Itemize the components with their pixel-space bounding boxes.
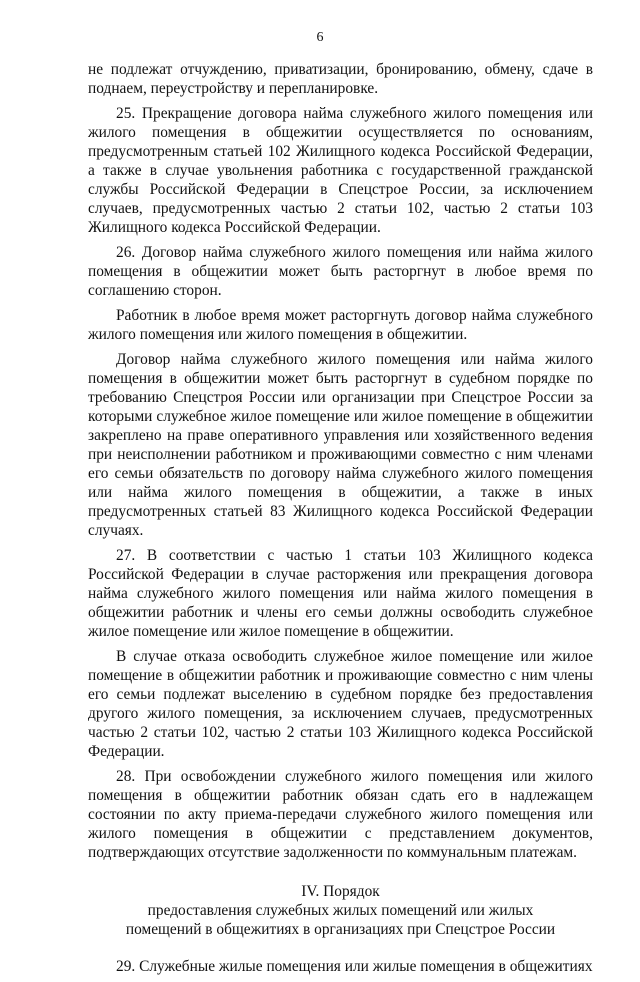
page-number: 6 [316,30,324,45]
section-heading [88,882,593,939]
document-body [88,60,593,982]
paragraph-29: 29. Служебные жилые помещения или жилые помещения в общежитиях [116,958,593,975]
paragraph-27-eviction: В случае отказа освободить служебное жилое помещение или жилое помещение в общежитии работник и проживающие совместно с ним члены его семьи подлежат выселению в судебном порядке без предоставления другого жилого помещения, за исключением случаев, предусмотренных частью 2 статьи 102, частью 2 статьи 103 Жилищного кодекса Российской Федерации. [88,648,593,760]
paragraph-26-court-termination: Договор найма служебного жилого помещения или найма жилого помещения в общежитии может быть расторгнут в судебном порядке по требованию Спецстроя России или организации при Спецстрое России за которыми служебное жилое помещение или жилое помещение в общежитии закреплено на праве оперативного управления или хозяйственного ведения при неисполнении работником и проживающими совместно с ним членами его семьи обязательств по договору найма служебного жилого помещения или найма жилого помещения в общежитии, а также в иных предусмотренных статьей 83 Жилищного кодекса Российской Федерации случаях. [88,351,593,539]
paragraph-25: 25. Прекращение договора найма служебного жилого помещения или жилого помещения в общежитии осуществляется по основаниям, предусмотренным статьей 102 Жилищного кодекса Российской Федерации, а также в случае увольнения работника с государственной гражданской службы Российской Федерации в Спецстрое России, за исключением случаев, предусмотренных частью 2 статьи 102, частью 2 статьи 103 Жилищного кодекса Российской Федерации. [88,105,593,236]
paragraph-continuation: не подлежат отчуждению, приватизации, бронированию, обмену, сдаче в поднаем, переустройству и перепланировке. [88,61,593,97]
paragraph-28: 28. При освобождении служебного жилого помещения или жилого помещения в общежитии работник обязан сдать его в надлежащем состоянии по акту приема-передачи служебного жилого помещения или жилого помещения в общежитии с представлением документов, подтверждающих отсутствие задолженности по коммунальным платежам. [88,768,593,861]
paragraph-26: 26. Договор найма служебного жилого помещения или найма жилого помещения в общежитии может быть расторгнут в любое время по соглашению сторон. [88,244,593,299]
section-heading-line-1: IV. Порядок [301,883,380,900]
paragraph-27: 27. В соответствии с частью 1 статьи 103 Жилищного кодекса Российской Федерации в случае расторжения или прекращения договора найма служебного жилого помещения или найма жилого помещения в общежитии работник и члены его семьи должны освободить служебное жилое помещение или жилое помещение в общежитии. [88,547,593,640]
section-heading-line-2: предоставления служебных жилых помещений или жилых [147,902,534,919]
section-heading-line-3: помещений в общежитиях в организациях при Спецстрое России [125,921,556,938]
paragraph-26-worker-right: Работник в любое время может расторгнуть договор найма служебного жилого помещения или жилого помещения в общежитии. [88,307,593,343]
